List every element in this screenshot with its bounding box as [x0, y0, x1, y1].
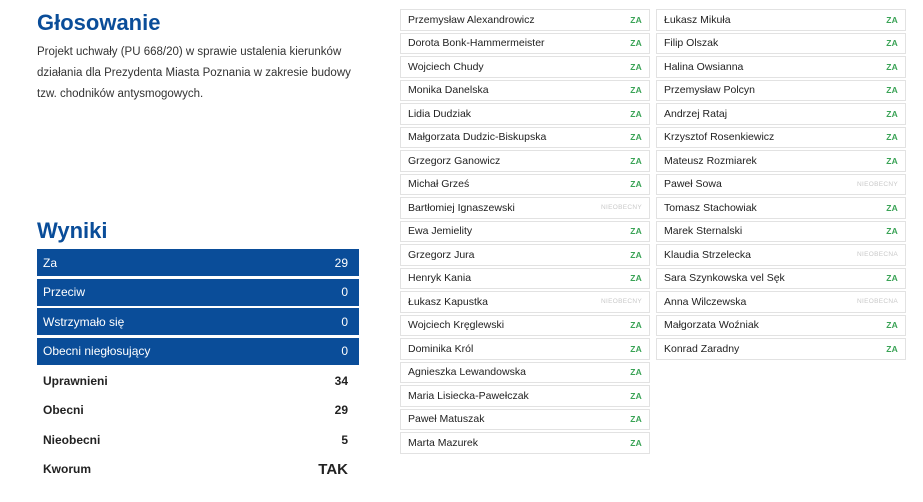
result-row-absent [37, 426, 359, 453]
vote-row [400, 9, 650, 31]
councillor-name: Marta Mazurek [408, 436, 479, 449]
councillor-name: Grzegorz Ganowicz [408, 154, 501, 167]
councillor-name: Mateusz Rozmiarek [664, 154, 757, 167]
resolution-description: Projekt uchwały (PU 668/20) w sprawie ustalenia kierunków działania dla Prezydenta Miasta Poznania w zakresie budowy tzw. chodników antysmogowych. [37, 46, 351, 100]
vote-row [400, 409, 650, 431]
result-label: Obecni niegłosujący [43, 344, 151, 358]
vote-row [400, 291, 650, 313]
vote-status: ZA [886, 202, 898, 213]
vote-row [656, 80, 906, 102]
councillor-name: Dorota Bonk-Hammermeister [408, 37, 545, 50]
councillor-name: Paweł Sowa [664, 178, 722, 191]
vote-row [656, 268, 906, 290]
councillor-name: Michał Grześ [408, 178, 470, 191]
councillor-name: Halina Owsianna [664, 60, 744, 73]
result-row-eligible [37, 367, 359, 394]
councillor-name: Filip Olszak [664, 37, 719, 50]
vote-row [400, 432, 650, 454]
councillor-name: Andrzej Rataj [664, 107, 728, 120]
vote-status: ZA [630, 273, 642, 284]
vote-row [400, 150, 650, 172]
councillor-name: Łukasz Mikuła [664, 13, 731, 26]
councillor-name: Maria Lisiecka-Pawełczak [408, 389, 529, 402]
vote-row [656, 244, 906, 266]
result-value: TAK [318, 460, 348, 478]
councillor-name: Paweł Matuszak [408, 413, 485, 426]
vote-row [400, 56, 650, 78]
result-label: Wstrzymało się [43, 314, 125, 329]
result-label: Za [43, 255, 58, 270]
vote-status: ZA [886, 108, 898, 119]
vote-status: NIEOBECNY [601, 298, 642, 306]
vote-status: ZA [630, 85, 642, 96]
result-row-against [37, 279, 359, 306]
councillor-name: Sara Szynkowska vel Sęk [664, 272, 785, 285]
vote-status: ZA [886, 343, 898, 354]
vote-status: ZA [886, 38, 898, 49]
vote-status: ZA [630, 249, 642, 260]
vote-status: ZA [630, 437, 642, 448]
vote-row [656, 33, 906, 55]
result-label: Nieobecni [43, 432, 101, 447]
vote-row [400, 315, 650, 337]
councillor-name: Grzegorz Jura [408, 248, 475, 261]
vote-status: ZA [630, 14, 642, 25]
councillor-name: Przemysław Polcyn [664, 84, 756, 97]
vote-status: ZA [630, 61, 642, 72]
vote-status: ZA [630, 132, 642, 143]
vote-status: ZA [886, 273, 898, 284]
vote-status: ZA [630, 179, 642, 190]
vote-status: ZA [630, 320, 642, 331]
vote-status: ZA [630, 343, 642, 354]
votes-list-column-1 [400, 9, 650, 456]
vote-status: NIEOBECNA [857, 298, 898, 306]
vote-row [656, 150, 906, 172]
vote-row [656, 56, 906, 78]
vote-row [400, 244, 650, 266]
vote-row [656, 174, 906, 196]
vote-status: ZA [886, 14, 898, 25]
vote-row [400, 385, 650, 407]
result-label: Uprawnieni [43, 373, 108, 388]
vote-status: ZA [630, 38, 642, 49]
result-value: 29 [334, 255, 348, 270]
councillor-name: Konrad Zaradny [664, 342, 740, 355]
vote-status: ZA [886, 226, 898, 237]
councillor-name: Agnieszka Lewandowska [408, 366, 526, 379]
results-table [37, 249, 359, 485]
result-row-for [37, 249, 359, 276]
councillor-name: Anna Wilczewska [664, 295, 747, 308]
vote-status: NIEOBECNY [601, 204, 642, 212]
result-value: 0 [341, 285, 348, 299]
vote-row [400, 127, 650, 149]
councillor-name: Lidia Dudziak [408, 107, 472, 120]
result-label: Przeciw [43, 285, 86, 299]
vote-status: ZA [886, 320, 898, 331]
councillor-name: Krzysztof Rosenkiewicz [664, 131, 775, 144]
vote-status: ZA [630, 226, 642, 237]
vote-row [400, 103, 650, 125]
vote-row [400, 174, 650, 196]
vote-status: ZA [630, 414, 642, 425]
councillor-name: Tomasz Stachowiak [664, 201, 757, 214]
vote-row [400, 33, 650, 55]
vote-row [400, 362, 650, 384]
councillor-name: Klaudia Strzelecka [664, 248, 751, 261]
vote-status: NIEOBECNA [857, 251, 898, 259]
vote-row [400, 80, 650, 102]
vote-row [656, 291, 906, 313]
vote-status: NIEOBECNY [857, 180, 898, 188]
result-value: 34 [334, 373, 348, 388]
votes-list-column-2 [656, 9, 906, 362]
vote-row [656, 338, 906, 360]
vote-status: ZA [630, 390, 642, 401]
vote-row [656, 315, 906, 337]
councillor-name: Wojciech Chudy [408, 60, 484, 73]
vote-status: ZA [630, 367, 642, 378]
result-row-present [37, 397, 359, 424]
vote-row [400, 338, 650, 360]
vote-status: ZA [886, 61, 898, 72]
councillor-name: Henryk Kania [408, 272, 472, 285]
councillor-name: Monika Danelska [408, 84, 489, 97]
councillor-name: Małgorzata Dudzic-Biskupska [408, 131, 547, 144]
vote-status: ZA [886, 155, 898, 166]
councillor-name: Przemysław Alexandrowicz [408, 13, 535, 26]
councillor-name: Łukasz Kapustka [408, 295, 488, 308]
result-row-present-not-voting [37, 338, 359, 365]
vote-row [400, 197, 650, 219]
vote-row [656, 127, 906, 149]
vote-row [656, 197, 906, 219]
vote-status: ZA [630, 155, 642, 166]
vote-row [656, 9, 906, 31]
result-value: 0 [341, 314, 348, 329]
councillor-name: Ewa Jemielity [408, 225, 473, 238]
councillor-name: Małgorzata Woźniak [664, 319, 759, 332]
result-value: 5 [341, 432, 348, 447]
councillor-name: Dominika Król [408, 342, 474, 355]
councillor-name: Marek Sternalski [664, 225, 743, 238]
result-label: Kworum [43, 462, 91, 476]
vote-status: ZA [630, 108, 642, 119]
vote-row [656, 103, 906, 125]
councillor-name: Wojciech Kręglewski [408, 319, 505, 332]
vote-row [400, 221, 650, 243]
vote-row [400, 268, 650, 290]
page-title: Głosowanie [37, 10, 161, 35]
result-row-quorum [37, 456, 359, 483]
result-label: Obecni [43, 403, 84, 417]
results-title: Wyniki [37, 218, 108, 243]
vote-status: ZA [886, 85, 898, 96]
vote-status: ZA [886, 132, 898, 143]
result-value: 0 [341, 344, 348, 358]
result-value: 29 [334, 403, 348, 417]
vote-row [656, 221, 906, 243]
councillor-name: Bartłomiej Ignaszewski [408, 201, 515, 214]
result-row-abstained [37, 308, 359, 335]
